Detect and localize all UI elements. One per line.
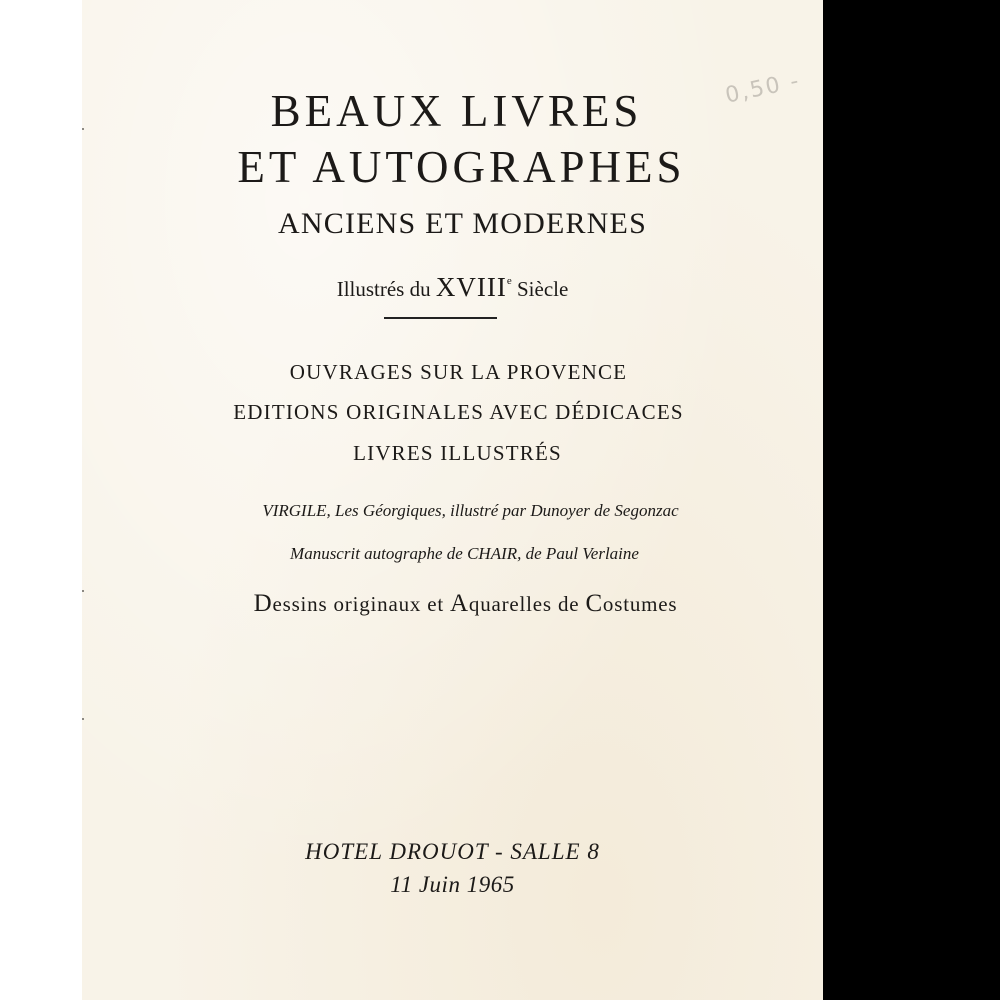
highlight-verlaine: Manuscrit autographe de CHAIR, de Paul Verlaine — [290, 544, 639, 563]
paper-speck — [82, 718, 84, 720]
sale-date: 11 Juin 1965 — [390, 872, 515, 897]
section-editions-originales: EDITIONS ORIGINALES AVEC DÉDICACES — [233, 400, 684, 424]
left-scan-margin — [0, 0, 82, 1000]
title-line-3: ANCIENS ET MODERNES — [278, 207, 647, 240]
pencil-price-note: 0,50 - — [723, 68, 803, 109]
subtitle-superscript: e — [506, 275, 512, 287]
subtitle-prefix: Illustrés du — [336, 277, 436, 301]
drawings-line — [82, 590, 823, 618]
title-line-2: ET AUTOGRAPHES — [237, 142, 686, 192]
drawings-cap-d: D — [253, 590, 273, 617]
title-line-1: BEAUX LIVRES — [270, 86, 643, 136]
highlight-virgile: VIRGILE, Les Géorgiques, illustré par Dunoyer de Segonzac — [262, 501, 679, 520]
sale-venue: HOTEL DROUOT - SALLE 8 — [305, 839, 600, 864]
subtitle-suffix: Siècle — [511, 277, 569, 301]
divider-rule — [384, 317, 497, 319]
paper-speck — [82, 590, 84, 592]
drawings-text-2: quarelles de — [468, 592, 586, 616]
catalogue-cover-page — [82, 0, 823, 1000]
drawings-cap-a: A — [450, 590, 469, 617]
section-provence: OUVRAGES SUR LA PROVENCE — [289, 360, 628, 384]
right-scan-margin — [823, 0, 1000, 1000]
drawings-text-3: ostumes — [602, 592, 678, 616]
drawings-cap-c: C — [585, 590, 603, 617]
subtitle-century: XVIII — [435, 272, 507, 302]
section-livres-illustres: LIVRES ILLUSTRÉS — [353, 441, 562, 465]
paper-speck — [82, 128, 84, 130]
drawings-text-1: essins originaux et — [272, 592, 451, 616]
subtitle — [82, 268, 823, 302]
